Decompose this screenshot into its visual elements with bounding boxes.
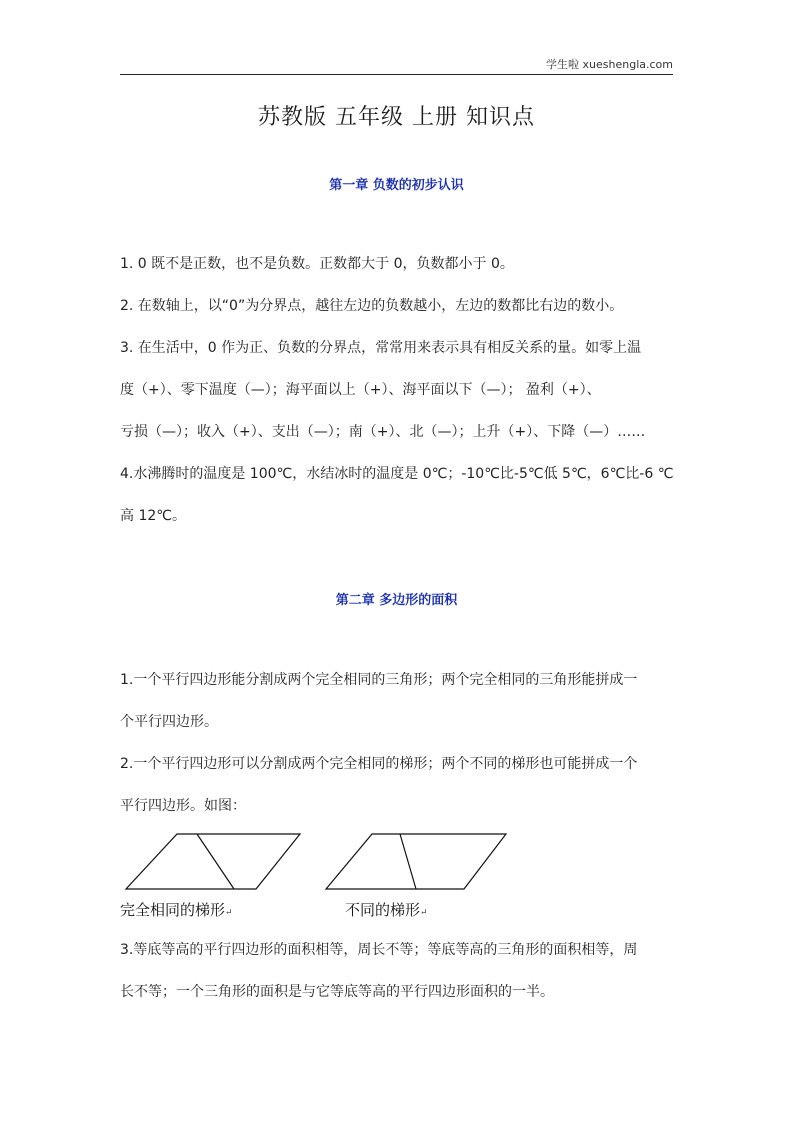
ch1-line-4: 度（+）、零下温度（—）；海平面以上（+）、海平面以下（—）； 盈利（+）、 [120,382,601,398]
ch2-line-5: 3.等底等高的平行四边形的面积相等，周长不等；等底等高的三角形的面积相等，周 [120,942,638,958]
cut-line [197,834,234,889]
ch1-line-3: 3. 在生活中，0 作为正、负数的分界点，常常用来表示具有相反关系的量。如零上温 [120,340,642,356]
figure-caption-left [120,899,233,920]
ch2-line-2: 个平行四边形。 [120,714,218,730]
ch1-line-7: 高 12℃。 [120,508,186,524]
return-mark-icon: ↵ [420,908,428,918]
chapter-1-heading: 第一章 负数的初步认识 [329,178,464,193]
figure-identical-trapezoids [120,826,310,894]
ch1-line-2: 2. 在数轴上，以“0”为分界点，越往左边的负数越小，左边的数都比右边的数小。 [120,298,624,314]
ch2-line-6: 长不等；一个三角形的面积是与它等底等高的平行四边形面积的一半。 [120,984,554,1000]
caption-right-text: 不同的梯形 [345,901,421,919]
figure-different-trapezoids [320,826,520,894]
caption-left-text: 完全相同的梯形 [120,901,226,919]
figure-caption-right [345,899,428,920]
chapter-2-heading: 第二章 多边形的面积 [335,593,458,608]
parallelogram-outline [326,834,506,889]
ch2-line-1: 1.一个平行四边形能分割成两个完全相同的三角形；两个完全相同的三角形能拼成一 [120,672,638,688]
ch1-line-5: 亏损（—）；收入（+）、支出（—）；南（+）、北（—）；上升（+）、下降（—）…… [120,424,646,440]
page-title: 苏教版 五年级 上册 知识点 [258,105,535,130]
ch1-line-1: 1. 0 既不是正数，也不是负数。正数都大于 0，负数都小于 0。 [120,256,514,272]
ch2-line-3: 2.一个平行四边形可以分割成两个完全相同的梯形；两个不同的梯形也可能拼成一个 [120,756,638,772]
parallelogram-outline [126,834,300,889]
return-mark-icon: ↵ [225,908,233,918]
page-header [120,56,673,75]
ch2-line-4: 平行四边形。如图： [120,798,246,814]
header-site-label: 学生啦 xueshengla.com [546,58,673,71]
cut-line [400,834,416,889]
ch1-line-6: 4.水沸腾时的温度是 100℃，水结冰时的温度是 0℃；-10℃比-5℃低 5℃，6℃比-6 ℃ [120,466,674,482]
